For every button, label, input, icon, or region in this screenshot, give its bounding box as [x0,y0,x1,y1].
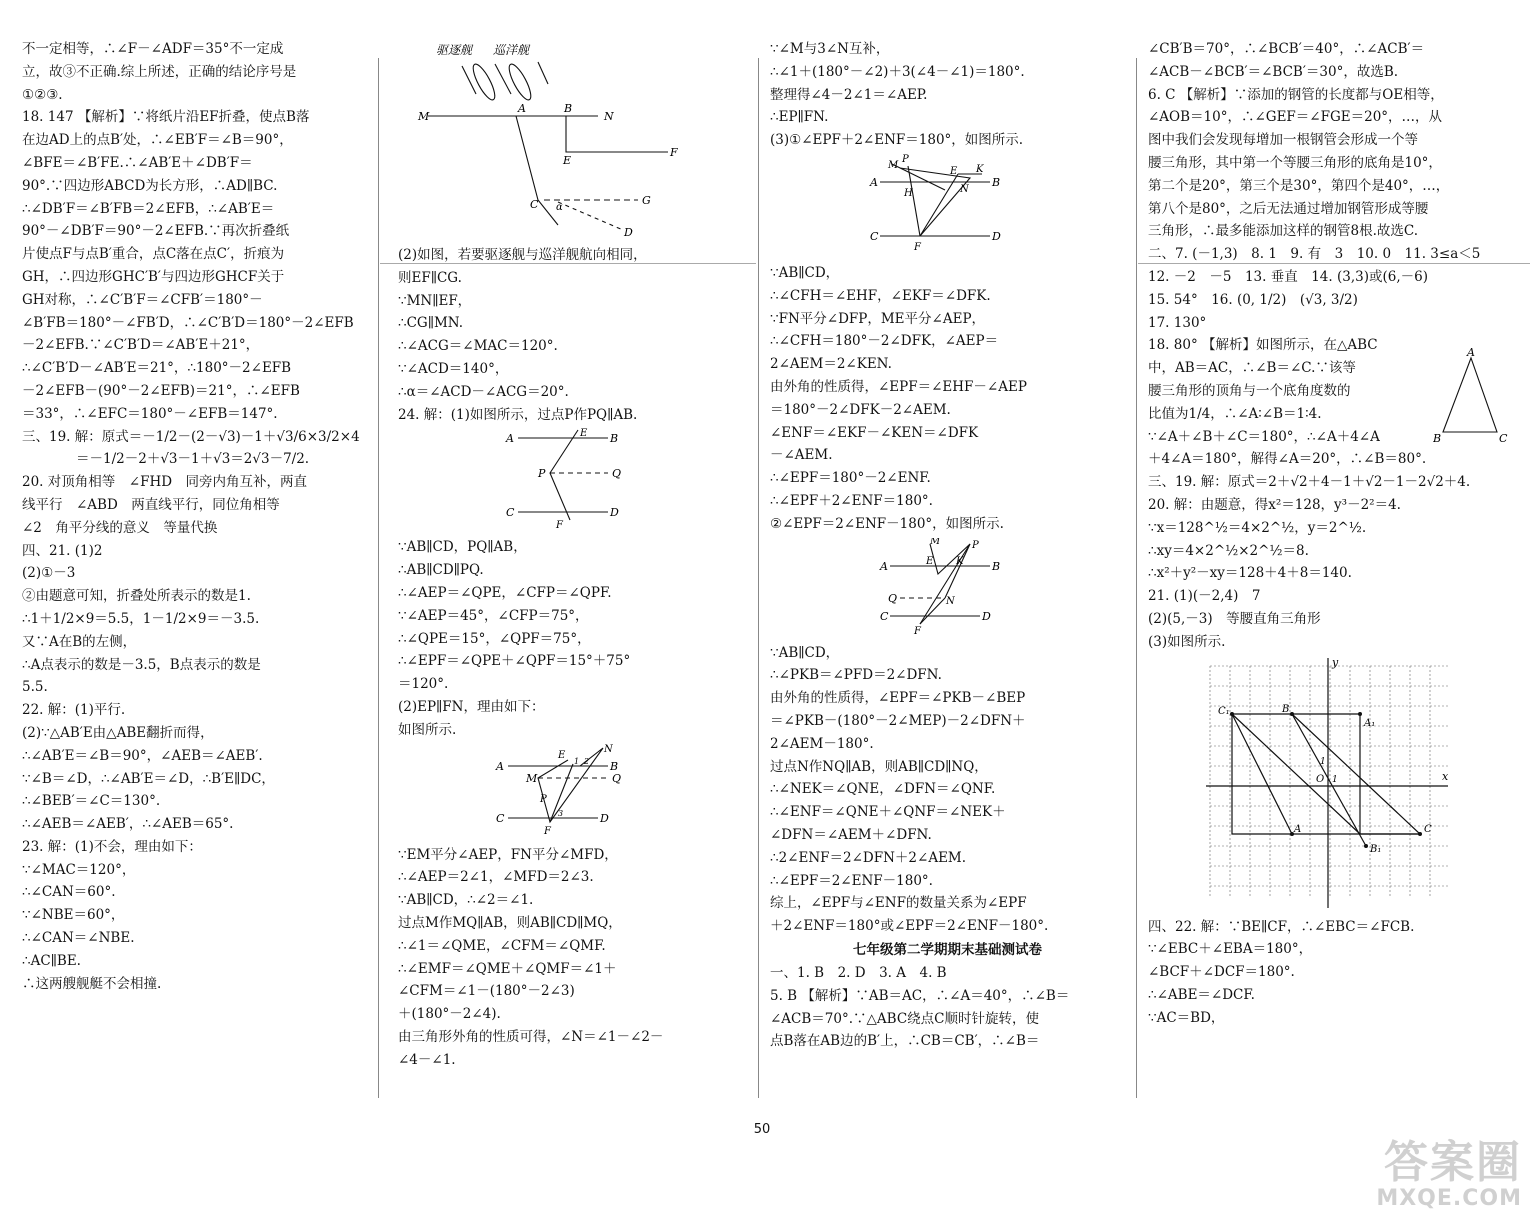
column-divider [1136,58,1137,1098]
watermark-url: MXQE.COM [1376,1186,1522,1211]
fig-label: M [930,537,941,547]
fig-label: C₁ [1218,705,1230,717]
text-line: ∠CFM＝∠1－(180°－2∠3) [398,983,575,1000]
text-line: 5.5. [22,679,48,696]
text-line: ∴∠CFH＝180°－2∠DFK，∠AEP＝ [770,333,999,350]
fig-label: B [1282,703,1290,715]
text-line: 点B落在AB边的B′上，∴CB＝CB′，∴∠B＝ [770,1033,1040,1050]
fig-label: F [914,241,921,253]
fig-label: A [880,559,888,573]
answer-column-4 [1148,38,1530,1103]
text-line: ∴α＝∠ACD－∠ACG＝20°. [398,383,569,400]
fig-label: C [506,506,515,520]
text-line: 三角形，∴最多能添加这样的钢管8根.故选C. [1148,223,1419,240]
text-line: ∵x＝128^½＝4×2^½，y＝2^½. [1148,519,1367,536]
text-line: ∠ENF＝∠EKF－∠KEN＝∠DFK [770,424,979,441]
text-line: 17. 130° [1148,314,1207,331]
text-line: 图中我们会发现每增加一根钢管会形成一个等 [1148,132,1418,149]
text-line: (2)∵△AB′E由△ABE翻折而得， [22,724,214,741]
text-line: ∴∠EPF＝∠QPE＋∠QPF＝15°＋75° [398,653,631,670]
text-line: ∴这两艘舰艇不会相撞. [22,975,162,992]
text-line: ∠BCF＋∠DCF＝180°. [1148,964,1295,981]
fig-label: N [960,183,969,195]
column-divider [378,58,379,1098]
fig-label: y [1332,655,1339,669]
text-line: ∠AOB＝10°，∴∠GEF＝∠FGE＝20°，…，从 [1148,109,1443,126]
text-line: (2)如图，若要驱逐舰与巡洋舰航向相同， [398,247,647,263]
text-line: ∴x²＋y²－xy＝128＋4＋8＝140. [1148,565,1352,582]
text-line: ∴∠1＋(180°－∠2)＋3(∠4－∠1)＝180°. [770,63,1025,80]
watermark-text: 答案圈 [1384,1137,1522,1188]
text-line: ∵∠A＋∠B＋∠C＝180°，∴∠A＋4∠A [1148,428,1380,445]
text-line: ∵AB∥CD， [770,644,840,661]
fig-label: E [950,165,958,177]
text-line: ∵AB∥CD， [770,264,840,281]
text-line: 三、19. 解：原式＝2＋√2＋4－1＋√2－1－2√2＋4. [1148,474,1471,491]
text-line: ∵∠ACD＝140°， [398,360,509,377]
text-line: (3)如图所示. [1148,633,1226,650]
fig-label: N [946,595,955,607]
text-line: 整理得∠4－2∠1＝∠AEP. [770,86,928,103]
fig-label: B₁ [1370,843,1382,855]
text-line: 第八个是80°，之后无法通过增加钢管形成等腰 [1148,200,1429,217]
text-line: ∠B′FB＝180°－∠FB′D，∴∠C′B′D＝180°－2∠EFB [22,314,354,331]
fig-label: A [1294,823,1302,835]
text-line: ∴1＋1/2×9＝5.5，1－1/2×9＝－3.5. [22,610,260,627]
text-line: ∵∠NBE＝60°， [22,907,125,924]
text-block [1148,38,1530,654]
fig-label: D [992,229,1001,243]
fig-label: G [642,194,651,207]
fig-label: 3 [558,808,564,818]
fig-label: B [610,759,619,773]
text-line: ∵∠M与3∠N互补， [770,41,890,57]
text-line: GH，∴四边形GHC′B′与四边形GHCF关于 [22,268,285,285]
text-block [770,262,1125,536]
fig-label: A [496,759,504,773]
text-line: 5. B 【解析】∵AB＝AC，∴∠A＝40°，∴∠B＝ [770,987,1070,1004]
fig-label: Q [612,467,622,481]
parallel-lines-figure-pq [398,428,698,532]
text-line: －∠AEM. [770,447,833,464]
fig-label: C [870,229,879,243]
column-divider [758,58,759,1098]
parallel-lines-figure-k [770,154,1070,258]
fig-label: K [956,555,964,567]
answer-column-1 [22,38,370,1103]
fig-label: C [1424,823,1432,835]
text-line: ∠ACB－∠BCB′＝∠BCB′＝30°，故选B. [1148,63,1399,80]
text-line: 15. 54° 16. (0, 1/2) (√3, 3/2) [1148,291,1358,308]
fig-label: α [556,202,563,213]
text-block [770,962,1125,1053]
fig-label: M [526,771,538,785]
fig-label: B [564,102,573,115]
text-line: ∠DFN＝∠AEM＋∠DFN. [770,826,932,843]
fig-label: 驱逐舰 [436,43,473,57]
fig-label: C [496,811,505,825]
text-line: ∵MN∥EF， [398,292,472,309]
text-line: 如图所示. [398,721,457,738]
text-line: ∴∠PKB＝∠PFD＝2∠DFN. [770,667,942,684]
text-line: ∴∠QPE＝15°，∠QPF＝75°， [398,630,591,647]
text-line: ∵EM平分∠AEP，FN平分∠MFD， [398,846,618,863]
text-line: ∴∠ENF＝∠QNE＋∠QNF＝∠NEK＋ [770,804,1006,821]
fig-label: D [610,506,619,520]
text-line: ∴A点表示的数是－3.5，B点表示的数是 [22,656,261,673]
text-line: ②由题意可知，折叠处所表示的数是1. [22,588,251,605]
fig-label: F [670,146,678,159]
text-line: ∵∠MAC＝120°， [22,861,136,878]
text-line: 20. 对顶角相等 ∠FHD 同旁内角互补，两直 [22,474,308,491]
text-line: 二、7. (－1,3) 8. 1 9. 有 3 10. 0 11. 3≤a＜5 [1148,246,1481,263]
text-line: 24. 解：(1)如图所示，过点P作PQ∥AB. [398,406,638,423]
text-line: ∴∠NEK＝∠QNE，∠DFN＝∠QNF. [770,781,996,798]
fig-label: x [1442,769,1449,783]
text-block [398,244,746,426]
text-line: ①②③. [22,86,63,103]
text-line: GH对称，∴∠C′B′F＝∠CFB′＝180°－ [22,291,263,308]
text-line: ∴∠C′B′D－∠AB′E＝21°，∴180°－2∠EFB [22,360,292,377]
text-line: 12. －2 －5 13. 垂直 14. (3,3)或(6,－6) [1148,268,1428,285]
text-line: ∴∠CAN＝∠NBE. [22,930,135,947]
fig-label: M [418,110,430,123]
text-line: ∴∠CAN＝60°. [22,884,116,901]
fig-label: Q [888,591,898,605]
text-line: 20. 解：由题意，得x²＝128，y³－2²＝4. [1148,496,1401,513]
text-line: 由外角的性质得，∠EPF＝∠PKB－∠BEP [770,690,1026,707]
fig-label: M [888,159,899,171]
text-line: ∵FN平分∠DFP，ME平分∠AEP， [770,310,986,327]
text-line: 过点N作NQ∥AB，则AB∥CD∥NQ， [770,758,988,775]
text-line: 18. 147 【解析】∵将纸片沿EF折叠，使点B落 [22,109,310,126]
text-line: ∴∠CFH＝∠EHF，∠EKF＝∠DFK. [770,287,991,304]
text-line: ∴∠ACG＝∠MAC＝120°. [398,338,558,355]
text-line: ∴∠EPF＋2∠ENF＝180°. [770,492,933,509]
fig-label: B [992,175,1001,189]
text-line: ∴∠EMF＝∠QME＋∠QMF＝∠1＋ [398,960,617,977]
text-line: 第二个是20°，第三个是30°，第四个是40°，…， [1148,177,1450,194]
text-line: ∵∠B＝∠D，∴∠AB′E＝∠D，∴B′E∥DC， [22,770,275,787]
fig-label: C [530,198,539,211]
text-line: ∴∠EPF＝180°－2∠ENF. [770,470,931,487]
text-line: ∴∠AEP＝2∠1，∠MFD＝2∠3. [398,869,594,886]
text-line: ∵∠EBC＋∠EBA＝180°， [1148,941,1313,958]
text-line: ∠ACB＝70°.∵△ABC绕点C顺时针旋转，使 [770,1010,1039,1027]
fig-label: K [976,163,984,175]
text-line: 22. 解：(1)平行. [22,702,126,719]
fig-label: B [610,432,619,446]
fig-label: O [1316,773,1325,785]
text-line: 在边AD上的点B′处，∴∠EB′F＝∠B＝90°， [22,132,293,149]
text-block [770,642,1125,938]
text-line: 过点M作MQ∥AB，则AB∥CD∥MQ， [398,914,622,931]
text-line: ∴AC∥BE. [22,952,81,969]
text-line: 片使点F与点B′重合，点C落在点C′，折痕为 [22,246,285,263]
text-line: 一、1. B 2. D 3. A 4. B [770,964,947,981]
ship-course-figure [398,40,698,240]
text-line: ∴∠BEB′＝∠C＝130°. [22,793,161,810]
fig-label: E [926,555,934,567]
text-block [1148,916,1530,1030]
text-line: ＝33°，∴∠EFC＝180°－∠EFB＝147°. [22,405,278,422]
fig-label: A [506,432,514,446]
text-line: －2∠EFB－(90°－2∠EFB)＝21°，∴∠EFB [22,382,300,399]
text-block [22,38,370,995]
coordinate-grid-figure [1148,656,1528,912]
text-line: ∴∠AB′E＝∠B＝90°，∠AEB＝∠AEB′. [22,747,263,764]
text-line: ＋(180°－2∠4). [398,1006,501,1023]
watermark-logo [1376,1137,1522,1211]
text-line: ∵∠AEP＝45°，∠CFP＝75°， [398,607,589,624]
text-line: 四、22. 解：∵BE∥CF，∴∠EBC＝∠FCB. [1148,918,1415,935]
text-line: 线平行 ∠ABD 两直线平行，同位角相等 [22,496,280,513]
fig-label: B [1433,432,1442,445]
fig-label: A [870,175,878,189]
text-line: ∴∠AEP＝∠QPE，∠CFP＝∠QPF. [398,584,612,601]
text-line: ∴∠1＝∠QME，∠CFM＝∠QMF. [398,937,606,954]
fig-label: P [972,539,979,551]
text-line: 腰三角形的顶角与一个底角度数的 [1148,382,1351,399]
fig-label: F [544,825,551,837]
fig-label: B [992,559,1001,573]
fig-label: D [982,609,991,623]
text-line: ＝180°－2∠DFK－2∠AEM. [770,401,951,418]
answer-column-2 [398,38,746,1103]
text-line: ∴∠ABE＝∠DCF. [1148,986,1255,1003]
text-block [770,38,1125,152]
text-line: 2∠AEM＝2∠KEN. [770,356,892,373]
text-line: ＝∠PKB－(180°－2∠MEP)－2∠DFN＋ [770,712,1026,729]
text-line: ∴EP∥FN. [770,109,829,126]
text-line: (2)EP∥FN，理由如下： [398,698,545,715]
text-line: 腰三角形，其中第一个等腰三角形的底角是10°， [1148,154,1442,171]
text-line: ∴xy＝4×2^½×2^½＝8. [1148,542,1309,559]
text-line: －2∠EFB.∵∠C′B′D＝∠AB′E＋21°， [22,337,260,354]
text-line: ∠BFE＝∠B′FE.∴∠AB′E＋∠DB′F＝ [22,154,253,171]
fig-label: D [624,226,633,239]
text-line: ∵AB∥CD，PQ∥AB， [398,539,527,556]
answer-column-3 [770,38,1125,1103]
text-line: (2)(5,－3) 等腰直角三角形 [1148,610,1321,627]
text-line: ②∠EPF＝2∠ENF－180°，如图所示. [770,515,1004,532]
text-line: 90°.∵四边形ABCD为长方形，∴AD∥BC. [22,177,278,194]
text-line: 由三角形外角的性质可得，∠N＝∠1－∠2－ [398,1028,664,1045]
section-title: 七年级第二学期期末基础测试卷 [853,941,1042,958]
text-block [398,844,746,1072]
fig-label: A [1467,348,1475,359]
text-line: 则EF∥CG. [398,269,462,286]
text-line: 立，故③不正确.综上所述，正确的结论序号是 [22,63,297,80]
text-line: ∠CB′B＝70°，∴∠BCB′＝40°，∴∠ACB′＝ [1148,41,1425,57]
text-line: 又∵A在B的左侧， [22,633,137,650]
fig-label: C [880,609,889,623]
text-line: ∴AB∥CD∥PQ. [398,562,484,579]
text-line: 6. C 【解析】∵添加的钢管的长度都与OE相等， [1148,86,1444,103]
text-line: ∴CG∥MN. [398,315,464,332]
fig-label: P [538,467,546,481]
text-line: 21. (1)(－2,4) 7 [1148,588,1261,605]
text-line: 90°－∠DB′F＝90°－2∠EFB.∵再次折叠纸 [22,223,290,240]
text-line: 由外角的性质得，∠EPF＝∠EHF－∠AEP [770,378,1027,395]
text-line: 三、19. 解：原式＝－1/2－(2－√3)－1＋√3/6×3/2×4 [22,428,360,445]
text-line: ∴2∠ENF＝2∠DFN＋2∠AEM. [770,849,967,866]
text-line: ＝－1/2－2＋√3－1＋√3＝2√3－7/2. [22,451,310,468]
fig-label: F [556,520,563,532]
text-line: 综上，∠EPF与∠ENF的数量关系为∠EPF [770,895,1027,912]
parallel-lines-figure-nq [770,538,1070,638]
fig-label: 1 [1320,756,1326,767]
fig-label: H [904,187,913,199]
text-line: ∴∠AEB＝∠AEB′，∴∠AEB＝65°. [22,816,234,833]
fig-label: E [563,154,572,167]
page-number: 50 [753,1122,771,1137]
fig-label: P [540,793,547,805]
text-line: ∴∠EPF＝2∠ENF－180°. [770,872,933,889]
isosceles-triangle-figure [1433,348,1513,448]
fig-label: F [914,625,921,637]
text-line: ∠4－∠1. [398,1051,456,1068]
text-line: ＋4∠A＝180°，解得∠A＝20°，∴∠B＝80°. [1148,451,1427,468]
text-line: ∵AC＝BD， [1148,1009,1225,1026]
fig-label: 1 [574,756,580,766]
text-line: 四、21. (1)2 [22,542,103,559]
text-line: (2)①－3 [22,565,76,582]
fig-label: 2 [584,756,590,766]
text-line: 不一定相等，∴∠F－∠ADF＝35°不一定成 [22,41,284,57]
parallel-lines-figure-mq [398,744,698,840]
fig-label: N [604,743,613,755]
text-line: ∵AB∥CD，∴∠2＝∠1. [398,892,534,909]
fig-label: Q [612,771,622,785]
fig-label: C [1499,432,1508,445]
text-line: ＝120°. [398,676,449,693]
text-line: ∠2 角平分线的意义 等量代换 [22,519,218,536]
fig-label: P [902,153,909,165]
text-line: 2∠AEM－180°. [770,735,874,752]
text-line: 中，AB＝AC，∴∠B＝∠C.∵该等 [1148,360,1356,377]
text-line: ∴∠DB′F＝∠B′FB＝2∠EFB，∴∠AB′E＝ [22,200,275,217]
fig-label: 巡洋舰 [493,43,530,57]
fig-label: A₁ [1364,717,1376,729]
fig-label: E [558,749,566,761]
text-line: ＋2∠ENF＝180°或∠EPF＝2∠ENF－180°. [770,918,1049,935]
fig-label: E [580,428,588,440]
text-block [398,536,746,741]
fig-label: D [600,811,609,825]
text-line: (3)①∠EPF＋2∠ENF＝180°，如图所示. [770,132,1024,149]
text-line: 比值为1/4，∴∠A∶∠B＝1∶4. [1148,405,1322,422]
text-line: 18. 80° 【解析】如图所示，在△ABC [1148,337,1378,354]
text-line: 23. 解：(1)不会，理由如下： [22,838,202,855]
fig-label: N [604,110,614,123]
fig-label: 1 [1332,774,1338,785]
fig-label: A [518,102,526,115]
